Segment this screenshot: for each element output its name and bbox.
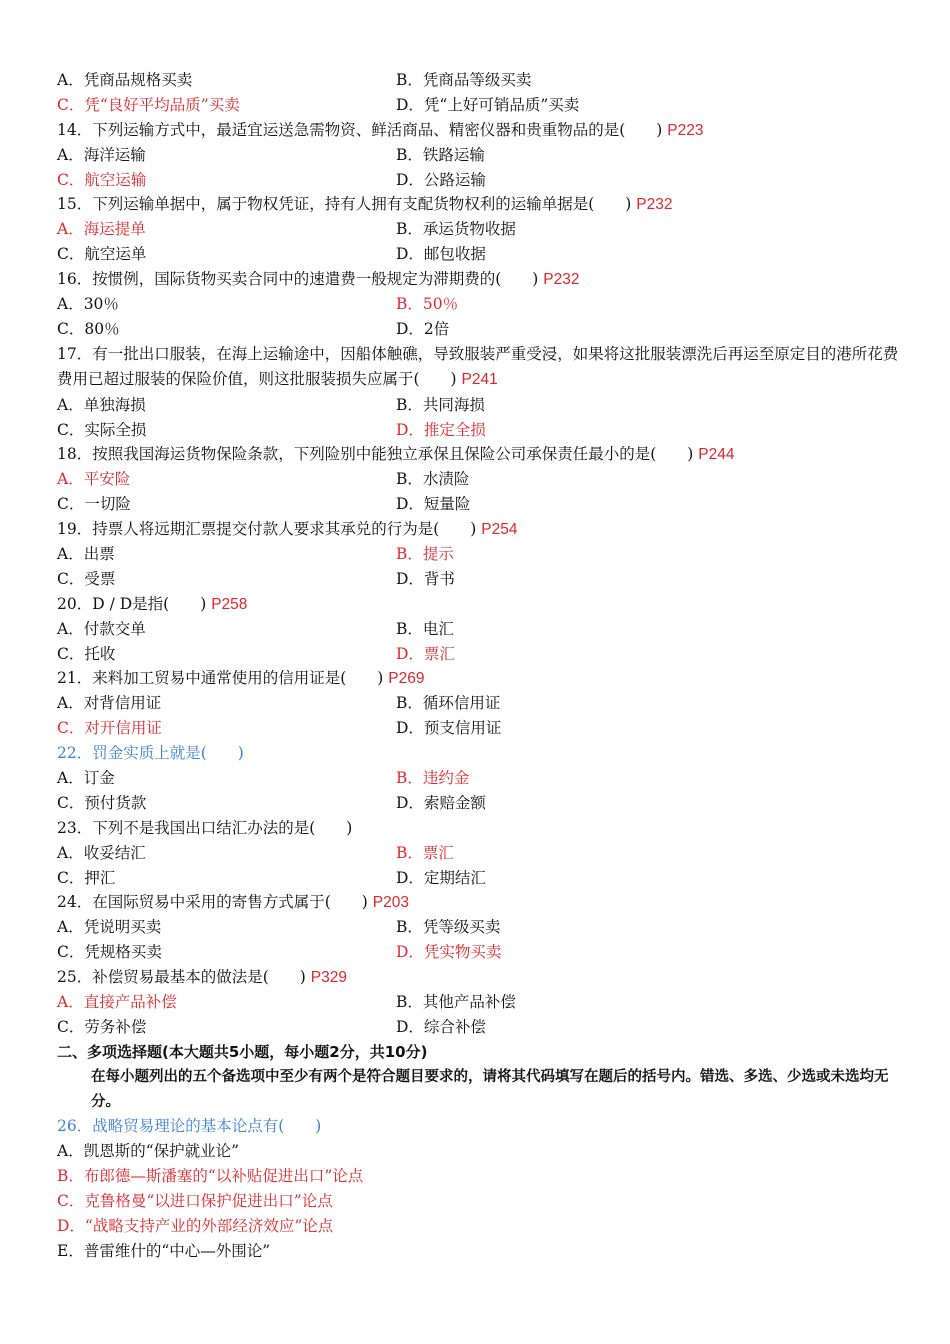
option: A．海洋运输 — [57, 145, 146, 164]
option-row — [57, 317, 902, 342]
exam-page — [57, 68, 902, 1264]
question-stem — [57, 118, 902, 143]
option: C．押汇 — [57, 868, 116, 887]
question-number: 26． — [57, 1117, 93, 1136]
option: B．共同海损 — [396, 395, 485, 414]
option: B．循环信用证 — [396, 694, 501, 713]
option-correct: B．布郎德—斯潘塞的“以补贴促进出口”论点 — [57, 1167, 364, 1186]
option: B．凭等级买卖 — [396, 918, 501, 937]
option-row — [57, 467, 902, 492]
question-text: 补偿贸易最基本的做法是( ) — [92, 968, 306, 987]
option: A．出票 — [57, 544, 115, 563]
section-instruction: 在每小题列出的五个备选项中至少有两个是符合题目要求的，请将其代码填写在题后的括号内。错选、多选、少选或未选均无分。 — [91, 1068, 889, 1110]
option-correct: D．推定全损 — [396, 420, 486, 439]
option: A．凭商品规格买卖 — [57, 71, 193, 89]
page-reference: P223 — [667, 121, 704, 139]
option-row — [57, 292, 902, 317]
option: A．对背信用证 — [57, 694, 162, 713]
question-number: 18． — [57, 445, 93, 464]
option-row — [57, 143, 902, 168]
question-text: 按照我国海运货物保险条款，下列险别中能独立承保且保险公司承保责任最小的是( ) — [92, 445, 694, 464]
option: C．劳务补偿 — [57, 1017, 147, 1036]
option-row — [57, 542, 902, 567]
option-row — [57, 418, 902, 443]
option-correct: C．克鲁格曼“以进口保护促进出口”论点 — [57, 1192, 333, 1211]
option-row — [57, 766, 902, 791]
option-row — [57, 393, 902, 418]
question-text: 在国际贸易中采用的寄售方式属于( ) — [92, 893, 368, 912]
question-stem — [57, 890, 902, 915]
page-reference: P329 — [310, 969, 347, 987]
option: C．受票 — [57, 569, 116, 588]
page-reference: P269 — [388, 670, 425, 688]
option-correct: B．50％ — [396, 295, 459, 314]
question-stem — [57, 816, 902, 841]
option-row — [57, 1189, 902, 1214]
question-number: 22． — [57, 744, 93, 763]
option-row — [57, 841, 902, 866]
option-correct: C．航空运输 — [57, 170, 147, 189]
option: A．付款交单 — [57, 619, 146, 638]
section-title: 二、多项选择题(本大题共5小题，每小题2分，共10分) — [57, 1042, 428, 1061]
option: D．预支信用证 — [396, 719, 502, 738]
page-reference: P241 — [461, 370, 498, 388]
option: D．索赔金额 — [396, 793, 486, 812]
option-row — [57, 68, 902, 93]
question-text: 下列运输方式中，最适宜运送急需物资、鲜活商品、精密仪器和贵重物品的是( ) — [92, 120, 663, 139]
option-row — [57, 217, 902, 242]
option-row — [57, 716, 902, 741]
option: C．凭规格买卖 — [57, 943, 162, 962]
option-correct: A．平安险 — [57, 470, 131, 489]
option-row — [57, 93, 902, 118]
option-correct: D．“战略支持产业的外部经济效应”论点 — [57, 1217, 334, 1236]
option-correct: C．凭“良好平均品质”买卖 — [57, 95, 240, 114]
option-row — [57, 1214, 902, 1239]
option: A．30％ — [57, 295, 119, 314]
option-correct: D．票汇 — [396, 644, 455, 663]
question-stem — [57, 666, 902, 691]
option: D．凭“上好可销品质”买卖 — [396, 95, 580, 114]
option-correct: A．直接产品补偿 — [57, 992, 177, 1011]
question-text: 来料加工贸易中通常使用的信用证是( ) — [92, 669, 384, 688]
question-text: 持票人将远期汇票提交付款人要求其承兑的行为是( ) — [92, 520, 477, 539]
option: C．航空运单 — [57, 245, 147, 264]
option: A．收妥结汇 — [57, 843, 146, 862]
option: D．邮包收据 — [396, 245, 486, 264]
option-row — [57, 642, 902, 667]
question-stem — [57, 592, 902, 617]
question-number: 23． — [57, 818, 93, 837]
option-row — [57, 1164, 902, 1189]
option: C．预付货款 — [57, 793, 147, 812]
option: D．综合补偿 — [396, 1017, 486, 1036]
option-correct: C．对开信用证 — [57, 719, 162, 738]
page-reference: P203 — [372, 894, 409, 912]
page-reference: P232 — [636, 196, 673, 214]
option: D．短量险 — [396, 495, 471, 514]
option: C．80％ — [57, 319, 120, 338]
question-stem — [57, 1114, 902, 1139]
question-stem — [57, 342, 902, 393]
option: A．单独海损 — [57, 395, 146, 414]
question-number: 20． — [57, 594, 93, 613]
option: B．承运货物收据 — [396, 220, 516, 239]
option-row — [57, 915, 902, 940]
option-row — [57, 1139, 902, 1164]
question-text: 战略贸易理论的基本论点有( ) — [92, 1117, 322, 1136]
option: B．水渍险 — [396, 470, 470, 489]
question-number: 17． — [57, 344, 93, 363]
option: B．其他产品补偿 — [396, 992, 516, 1011]
option: A．凭说明买卖 — [57, 918, 162, 937]
question-text: 按惯例，国际货物买卖合同中的速遣费一般规定为滞期费的( ) — [92, 270, 539, 289]
option: B．铁路运输 — [396, 145, 485, 164]
question-number: 16． — [57, 270, 93, 289]
option-correct: A．海运提单 — [57, 220, 146, 239]
option: D．定期结汇 — [396, 868, 486, 887]
question-stem — [57, 517, 902, 542]
option: E．普雷维什的“中心—外围论” — [57, 1241, 271, 1260]
page-reference: P254 — [481, 521, 518, 539]
option-row — [57, 168, 902, 193]
question-text: 罚金实质上就是( ) — [92, 744, 244, 763]
page-reference: P232 — [543, 271, 580, 289]
option-correct: B．票汇 — [396, 843, 454, 862]
question-text: D / D是指( ) — [92, 594, 207, 613]
option-correct: B．提示 — [396, 544, 454, 563]
option-row — [57, 567, 902, 592]
question-stem — [57, 192, 902, 217]
option-row — [57, 617, 902, 642]
option: C．一切险 — [57, 495, 131, 514]
option: A．凯恩斯的“保护就业论” — [57, 1142, 240, 1161]
question-text: 下列不是我国出口结汇办法的是( ) — [92, 818, 353, 837]
option-row — [57, 990, 902, 1015]
option: C．实际全损 — [57, 420, 147, 439]
question-stem — [57, 965, 902, 990]
option-row — [57, 866, 902, 891]
option: D．背书 — [396, 569, 455, 588]
option-row — [57, 242, 902, 267]
question-stem — [57, 741, 902, 766]
question-number: 25． — [57, 968, 93, 987]
question-text: 有一批出口服装，在海上运输途中，因船体触礁，导致服装严重受浸，如果将这批服装漂洗后再运至原定目的港所花费费用已超过服装的保险价值，则这批服装损失应属于( ) — [57, 344, 899, 388]
question-stem — [57, 267, 902, 292]
option: A．订金 — [57, 768, 115, 787]
question-number: 15． — [57, 195, 93, 214]
option: B．电汇 — [396, 619, 454, 638]
option-row — [57, 1239, 902, 1264]
option-correct: B．违约金 — [396, 768, 470, 787]
option-correct: D．凭实物买卖 — [396, 943, 502, 962]
question-number: 24． — [57, 893, 93, 912]
question-number: 21． — [57, 669, 93, 688]
option: B．凭商品等级买卖 — [396, 71, 532, 89]
option: C．托收 — [57, 644, 116, 663]
question-number: 14． — [57, 120, 93, 139]
option-row — [57, 492, 902, 517]
option-row — [57, 940, 902, 965]
option-row — [57, 691, 902, 716]
question-list — [57, 118, 902, 1040]
question-number: 19． — [57, 520, 93, 539]
option-row — [57, 791, 902, 816]
option: D．2倍 — [396, 319, 450, 338]
option-row — [57, 1015, 902, 1040]
question-text: 下列运输单据中，属于物权凭证，持有人拥有支配货物权利的运输单据是( ) — [92, 195, 632, 214]
page-reference: P258 — [211, 595, 248, 613]
question-stem — [57, 442, 902, 467]
option: D．公路运输 — [396, 170, 486, 189]
page-reference: P244 — [698, 446, 735, 464]
